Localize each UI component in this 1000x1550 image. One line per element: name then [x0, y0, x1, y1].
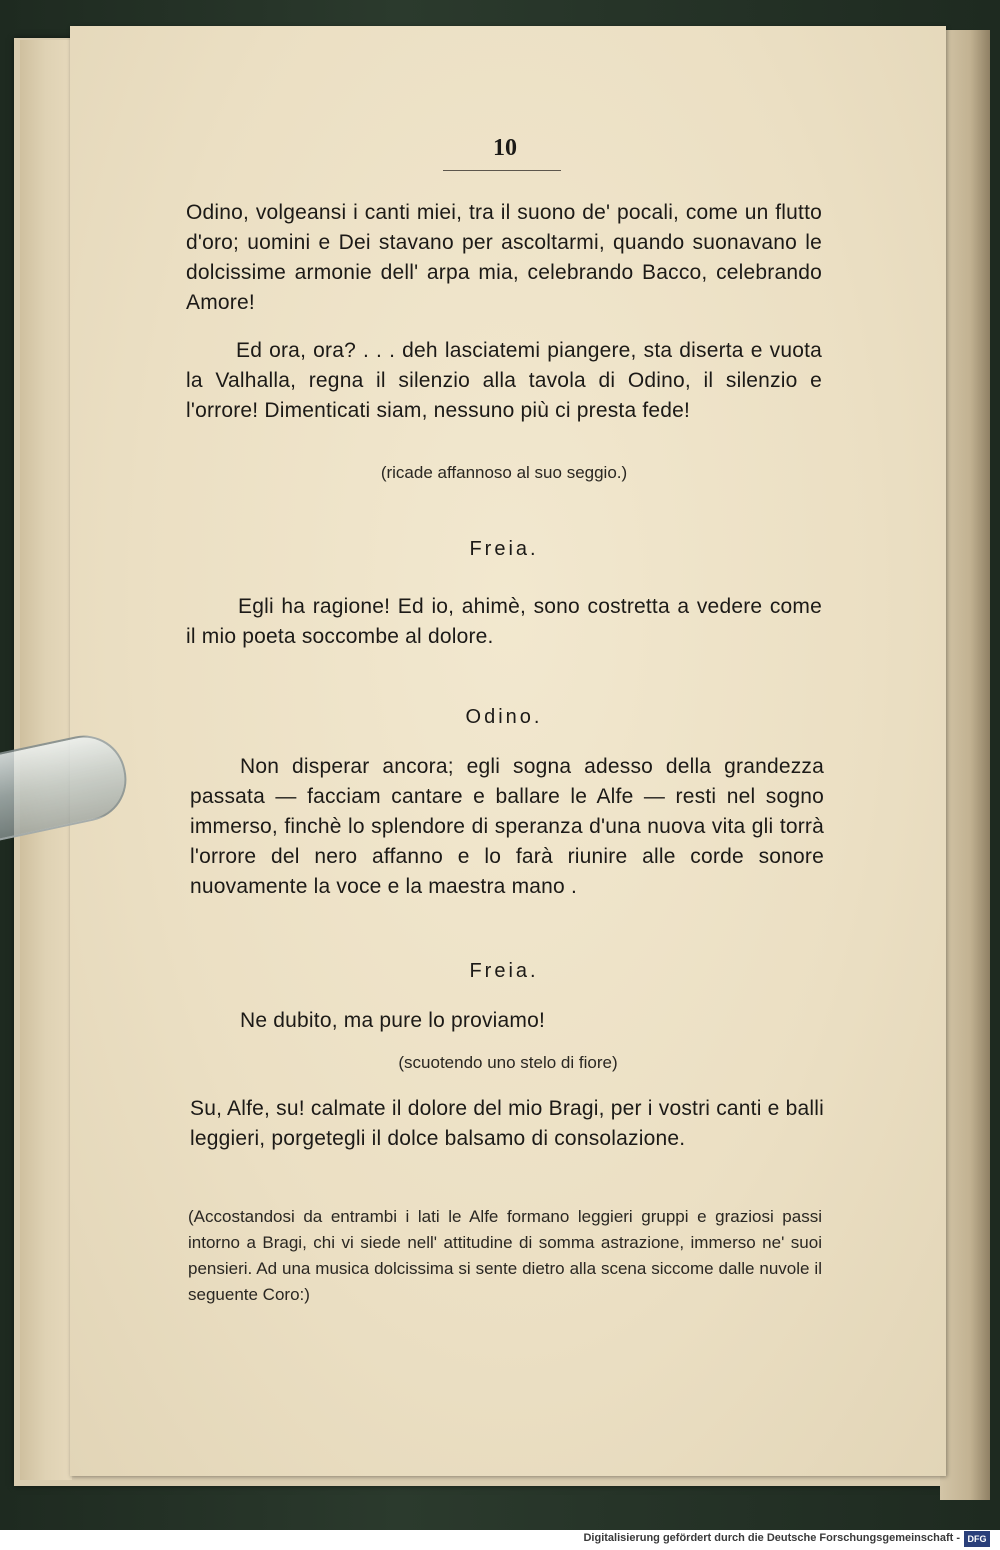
paragraph-2: Ed ora, ora? . . . deh lasciatemi piangere, sta diserta e vuota la Valhalla, regna il silenzio alla tavola di Odino, il silenzio e l'orrore! Dimenticati siam, nessuno più ci presta fede! [186, 339, 822, 422]
header-rule [443, 170, 561, 171]
footer-bar [0, 1530, 1000, 1550]
speaker-odino: Odino. [465, 706, 543, 728]
paragraph-5: Ne dubito, ma pure lo proviamo! [240, 1009, 546, 1032]
page-number: 10 [493, 135, 517, 161]
paragraph-1: Odino, volgeansi i canti miei, tra il suono de' pocali, come un flutto d'oro; uomini e Dei stavano per ascoltarmi, quando suonavano le dolcissime armonie dell' arpa mia, celebrando Bacco, celebrando Amore! [186, 201, 822, 314]
speaker-freia-1: Freia. [469, 538, 539, 560]
paragraph-3: Egli ha ragione! Ed io, ahimè, sono costretta a vedere come il mio poeta soccombe al dolore. [186, 595, 822, 648]
stage-direction-2: (scuotendo uno stelo di fiore) [398, 1053, 618, 1072]
stage-direction-1: (ricade affannoso al suo seggio.) [380, 463, 628, 482]
footer-credit: Digitalisierung gefördert durch die Deutsche Forschungsgemeinschaft - [583, 1532, 960, 1544]
paragraph-4: Non disperar ancora; egli sogna adesso della grandezza passata — facciam cantare e ballare le Alfe — resti nel sogno immerso, finchè lo splendore di speranza d'una nuova vita gli torrà l'orrore del nero affanno e lo farà riunire alle corde sonore nuovamente la voce e la maestra mano . [190, 755, 824, 898]
speaker-freia-2: Freia. [469, 960, 539, 982]
stage-direction-3: (Accostandosi da entrambi i lati le Alfe formano leggieri gruppi e graziosi passi intorno a Bragi, chi vi siede nell' attitudine di somma astrazione, immerso ne' suoi pensieri. Ad una musica dolcissima si sente dietro alla scena siccome dalle nuvole il seguente Coro:) [188, 1207, 822, 1304]
paragraph-6: Su, Alfe, su! calmate il dolore del mio Bragi, per i vostri canti e balli leggieri, porgetegli il dolce balsamo di consolazione. [190, 1097, 824, 1150]
page-stack-edge [940, 30, 990, 1500]
dfg-logo: DFG [964, 1531, 990, 1547]
